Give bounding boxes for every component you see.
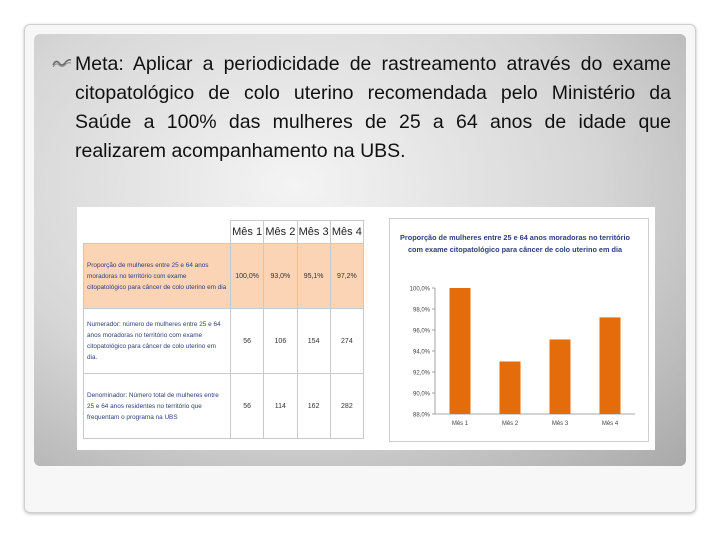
- row-label: Numerador: número de mulheres entre 25 e 64 anos moradoras no território com exame citopatológico para câncer de colo uterino em dia.: [84, 309, 231, 374]
- wave-bullet-icon: [52, 57, 74, 71]
- y-tick-label: 100,0%: [409, 286, 430, 293]
- table-header-month-1: Mês 1: [231, 221, 264, 244]
- table-header-month-2: Mês 2: [264, 221, 297, 244]
- table-cell: 56: [231, 309, 264, 374]
- table-cell: 56: [231, 374, 264, 439]
- table-row-denominator: [84, 374, 364, 439]
- table-header-month-4: Mês 4: [330, 221, 363, 244]
- x-tick-label: Mês 4: [601, 421, 619, 427]
- bar-chart: [389, 218, 647, 440]
- meta-paragraph: [75, 50, 671, 166]
- table-cell: 114: [264, 374, 297, 439]
- table-cell: 282: [330, 374, 363, 439]
- table-cell: 154: [297, 309, 330, 374]
- table-cell: 106: [264, 309, 297, 374]
- bar: [600, 317, 621, 414]
- chart-title: Proporção de mulheres entre 25 e 64 anos moradoras no território com exame citopatológico para câncer de colo uterino em dia: [400, 233, 630, 254]
- meta-body: Aplicar a periodicidade de rastreamento através do exame citopatológico de colo uterino recomendada pelo Ministério da Saúde a 100% das mulheres de 25 a 64 anos de idade que realizarem acompanhamento na UBS.: [75, 53, 671, 162]
- bar: [450, 288, 471, 414]
- y-tick-label: 88,0%: [412, 412, 430, 419]
- table-cell: 97,2%: [330, 244, 363, 309]
- y-tick-label: 98,0%: [412, 307, 430, 314]
- table-cell: 274: [330, 309, 363, 374]
- bar: [500, 362, 521, 415]
- row-label: Proporção de mulheres entre 25 e 64 anos moradoras no território com exame citopatológico para câncer de colo uterino em dia: [84, 244, 231, 309]
- table-corner-cell: [84, 221, 231, 244]
- y-tick-label: 96,0%: [412, 328, 430, 335]
- table-cell: 100,0%: [231, 244, 264, 309]
- y-tick-label: 92,0%: [412, 370, 430, 377]
- x-tick-label: Mês 1: [451, 421, 469, 427]
- table-row-proportion: [84, 244, 364, 309]
- table-header-month-3: Mês 3: [297, 221, 330, 244]
- y-tick-label: 90,0%: [412, 391, 430, 398]
- x-tick-label: Mês 2: [501, 421, 519, 427]
- x-tick-label: Mês 3: [551, 421, 569, 427]
- table-cell: 95,1%: [297, 244, 330, 309]
- y-tick-label: 94,0%: [412, 349, 430, 356]
- table-cell: 162: [297, 374, 330, 439]
- bar: [550, 339, 571, 414]
- table-cell: 93,0%: [264, 244, 297, 309]
- table-header-row: [84, 221, 364, 244]
- embedded-figure: [77, 207, 655, 450]
- row-label: Denominador: Número total de mulheres entre 25 e 64 anos residentes no território que frequentam o programa na UBS: [84, 374, 231, 439]
- table-row-numerator: [84, 309, 364, 374]
- indicator-table: [83, 220, 364, 439]
- meta-label: Meta:: [75, 53, 124, 75]
